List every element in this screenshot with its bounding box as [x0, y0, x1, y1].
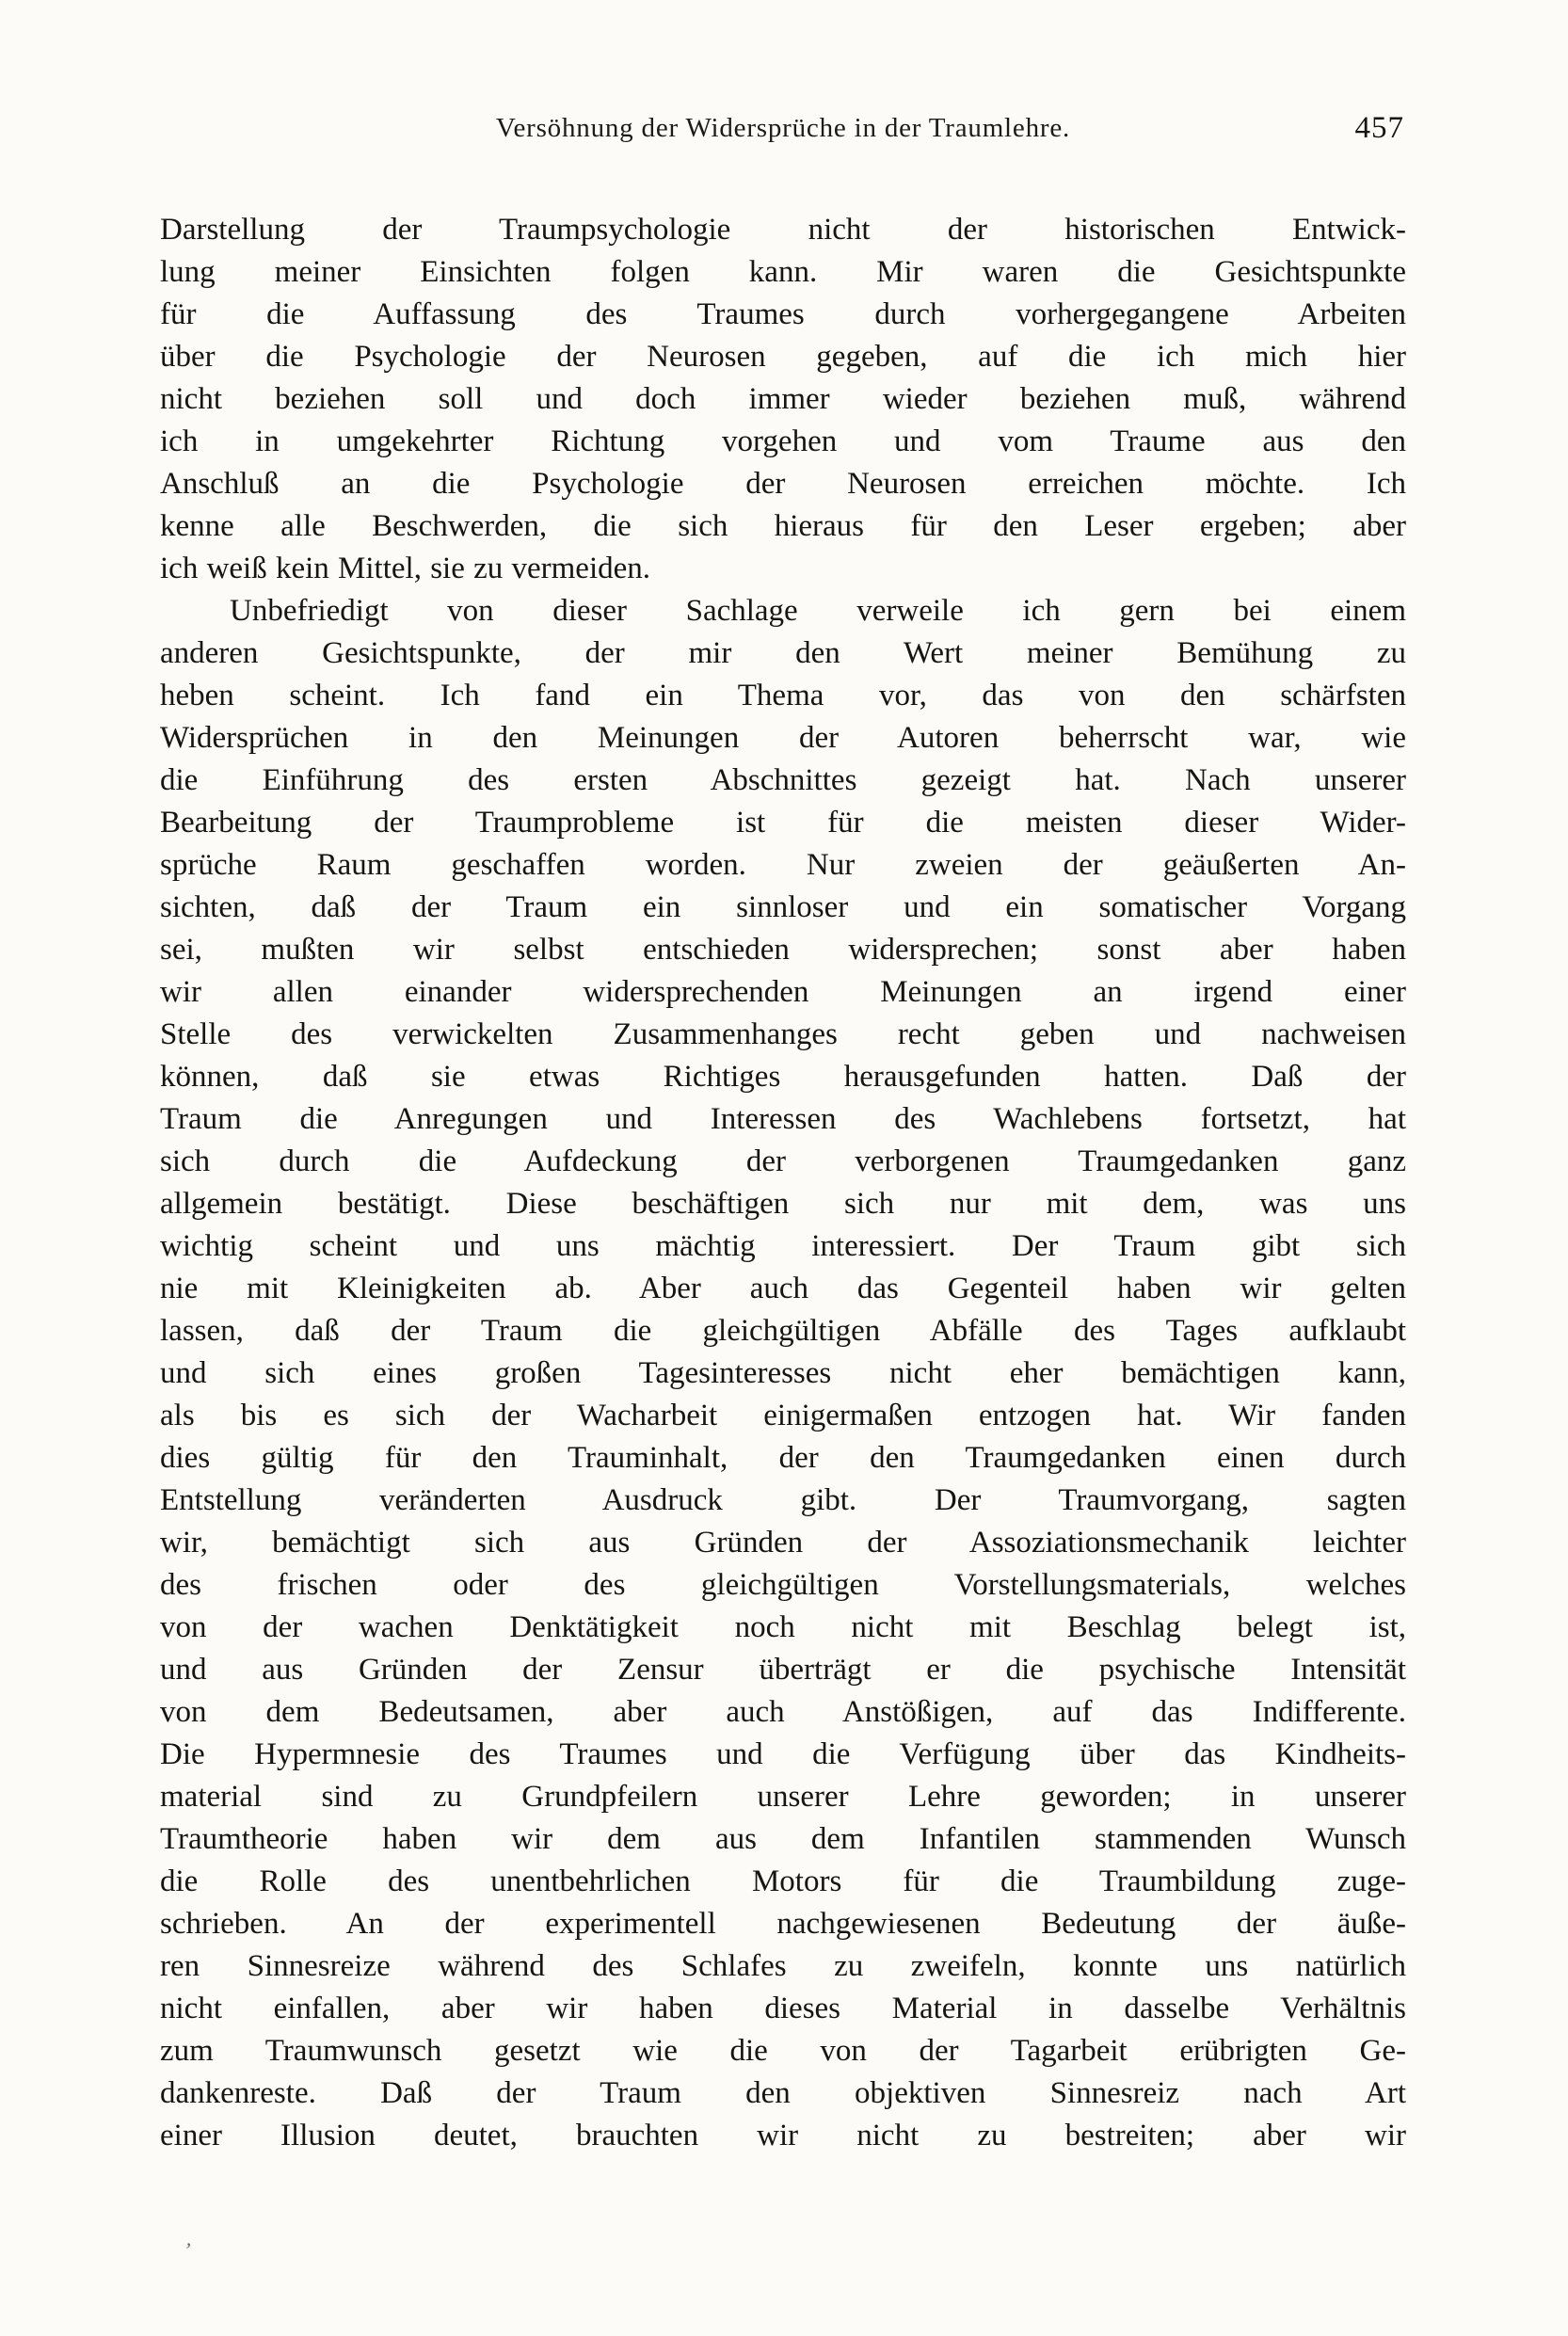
text-line: Bearbeitung der Traumprobleme ist für die meisten dieser Wider-: [160, 806, 1406, 840]
text-line: Darstellung der Traumpsychologie nicht der historischen Entwick-: [160, 213, 1406, 247]
paragraph-continued: [160, 209, 1406, 590]
text-line: sprüche Raum geschaffen worden. Nur zweien der geäußerten An-: [160, 848, 1406, 882]
text-line: heben scheint. Ich fand ein Thema vor, das von den schärfsten: [160, 679, 1406, 712]
text-line: Widersprüchen in den Meinungen der Autoren beherrscht war, wie: [160, 721, 1406, 755]
text-line: Traum die Anregungen und Interessen des Wachlebens fortsetzt, hat: [160, 1102, 1406, 1136]
text-line: Die Hypermnesie des Traumes und die Verfügung über das Kindheits-: [160, 1737, 1406, 1771]
text-line: sei, mußten wir selbst entschieden widersprechen; sonst aber haben: [160, 933, 1406, 967]
text-line: Stelle des verwickelten Zusammenhanges recht geben und nachweisen: [160, 1017, 1406, 1051]
text-line: ich weiß kein Mittel, sie zu vermeiden.: [160, 552, 651, 585]
text-line: Entstellung veränderten Ausdruck gibt. Der Traumvorgang, sagten: [160, 1483, 1406, 1517]
text-line: einer Illusion deutet, brauchten wir nicht zu bestreiten; aber wir: [160, 2119, 1406, 2152]
text-line: wichtig scheint und uns mächtig interessiert. Der Traum gibt sich: [160, 1229, 1406, 1263]
text-line: lassen, daß der Traum die gleichgültigen Abfälle des Tages aufklaubt: [160, 1314, 1406, 1348]
text-line: dies gültig für den Trauminhalt, der den Traumgedanken einen durch: [160, 1441, 1406, 1475]
text-line: material sind zu Grundpfeilern unserer Lehre geworden; in unserer: [160, 1780, 1406, 1814]
text-line: wir allen einander widersprechenden Meinungen an irgend einer: [160, 975, 1406, 1009]
text-line: dankenreste. Daß der Traum den objektiven Sinnesreiz nach Art: [160, 2076, 1406, 2110]
text-line: Traumtheorie haben wir dem aus dem Infantilen stammenden Wunsch: [160, 1822, 1406, 1856]
text-line: die Einführung des ersten Abschnittes gezeigt hat. Nach unserer: [160, 763, 1406, 797]
text-line: anderen Gesichtspunkte, der mir den Wert meiner Bemühung zu: [160, 636, 1406, 670]
text-line: lung meiner Einsichten folgen kann. Mir waren die Gesichtspunkte: [160, 255, 1406, 289]
text-line: wir, bemächtigt sich aus Gründen der Assoziationsmechanik leichter: [160, 1526, 1406, 1560]
text-line: von dem Bedeutsamen, aber auch Anstößigen, auf das Indifferente.: [160, 1695, 1406, 1729]
text-line: allgemein bestätigt. Diese beschäftigen sich nur mit dem, was uns: [160, 1187, 1406, 1221]
text-line: zum Traumwunsch gesetzt wie die von der Tagarbeit erübrigten Ge-: [160, 2034, 1406, 2068]
paragraph-new: [160, 590, 1406, 2157]
text-line: ich in umgekehrter Richtung vorgehen und vom Traume aus den: [160, 424, 1406, 458]
page-number: 457: [1354, 111, 1404, 145]
text-line: nicht einfallen, aber wir haben dieses Material in dasselbe Verhältnis: [160, 1992, 1406, 2025]
text-line: über die Psychologie der Neurosen gegeben, auf die ich mich hier: [160, 340, 1406, 374]
scan-artifact-speck: ’: [183, 2237, 194, 2263]
text-line: sich durch die Aufdeckung der verborgenen Traumgedanken ganz: [160, 1144, 1406, 1178]
text-line: von der wachen Denktätigkeit noch nicht mit Beschlag belegt ist,: [160, 1610, 1406, 1644]
running-title: Versöhnung der Widersprüche in der Traumlehre.: [495, 113, 1071, 143]
text-line: kenne alle Beschwerden, die sich hieraus für den Leser ergeben; aber: [160, 509, 1406, 543]
text-line: die Rolle des unentbehrlichen Motors für die Traumbildung zuge-: [160, 1864, 1406, 1898]
text-line: und sich eines großen Tagesinteresses nicht eher bemächtigen kann,: [160, 1356, 1406, 1390]
text-line: ren Sinnesreize während des Schlafes zu zweifeln, konnte uns natürlich: [160, 1949, 1406, 1983]
text-line: nicht beziehen soll und doch immer wieder beziehen muß, während: [160, 382, 1406, 416]
text-line: als bis es sich der Wacharbeit einigermaßen entzogen hat. Wir fanden: [160, 1399, 1406, 1432]
text-line: können, daß sie etwas Richtiges herausgefunden hatten. Daß der: [160, 1060, 1406, 1094]
text-line: nie mit Kleinigkeiten ab. Aber auch das Gegenteil haben wir gelten: [160, 1272, 1406, 1305]
page-body: [160, 209, 1406, 2157]
text-line: Anschluß an die Psychologie der Neurosen erreichen möchte. Ich: [160, 467, 1406, 501]
page-header: [160, 113, 1406, 154]
text-line: des frischen oder des gleichgültigen Vorstellungsmaterials, welches: [160, 1568, 1406, 1602]
text-line: Unbefriedigt von dieser Sachlage verweile ich gern bei einem: [230, 594, 1406, 628]
text-block: [160, 113, 1406, 2157]
text-line: sichten, daß der Traum ein sinnloser und ein somatischer Vorgang: [160, 890, 1406, 924]
text-line: schrieben. An der experimentell nachgewiesenen Bedeutung der äuße-: [160, 1907, 1406, 1941]
text-line: für die Auffassung des Traumes durch vorhergegangene Arbeiten: [160, 297, 1406, 331]
text-line: und aus Gründen der Zensur überträgt er die psychische Intensität: [160, 1653, 1406, 1687]
